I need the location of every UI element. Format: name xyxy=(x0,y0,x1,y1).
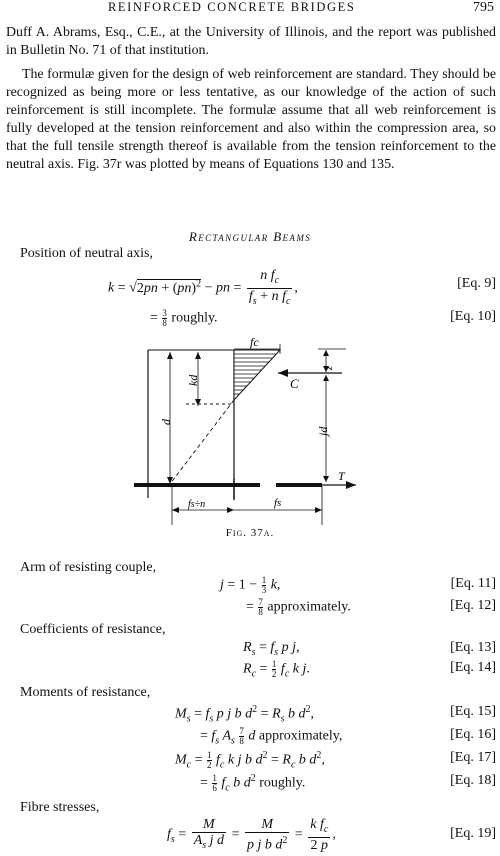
equation-13: $R_s = f_s$ p j, xyxy=(243,640,300,658)
label-T: T xyxy=(338,469,345,483)
eq-number-16: [Eq. 16] xyxy=(450,727,496,742)
beam-stress-diagram xyxy=(128,335,358,525)
word-roughly-2: roughly. xyxy=(259,775,306,791)
label-fs-over-n: fs÷n xyxy=(188,499,206,510)
steel-bar-left xyxy=(134,483,260,487)
label-moments: Moments of resistance, xyxy=(20,685,151,700)
section-title: Rectangular Beams xyxy=(188,229,312,244)
equation-11: j = 1 − $\frac{1}{3}$ k, xyxy=(220,575,281,595)
running-head xyxy=(0,0,500,18)
equation-9: k = √2pn + (pn)$^2$ − pn = $\frac{n f_c}{f_s + n f_c}$ , xyxy=(108,268,298,307)
label-d: d xyxy=(159,419,173,425)
label-z: z xyxy=(324,366,335,370)
label-fc: fc xyxy=(250,335,259,349)
equation-17: $M_c$ = $\frac{1}{2}$ $f_c$ k j b $d^2 = R_c$ b $d^2$, xyxy=(175,749,325,771)
steel-bar-right xyxy=(276,483,322,487)
label-jd: jd xyxy=(316,426,330,436)
eq-number-9: [Eq. 9] xyxy=(457,276,496,291)
word-approximately-comma: approximately, xyxy=(258,728,343,744)
running-title: REINFORCED CONCRETE BRIDGES xyxy=(108,0,356,14)
eq-number-13: [Eq. 13] xyxy=(450,640,496,655)
label-kd: kd xyxy=(186,374,200,386)
label-coefficients: Coefficients of resistance, xyxy=(20,622,166,637)
eq-number-18: [Eq. 18] xyxy=(450,773,496,788)
label-fs: fs xyxy=(274,497,282,509)
equation-16: = $f_s$ $A_s$ $\frac{7}{8}$ d approximately, xyxy=(200,726,343,747)
equation-15: $M_s = f_s$ p j b $d^2 = R_s$ b $d^2$, xyxy=(175,704,315,725)
page-number: 795 xyxy=(473,0,494,15)
label-neutral-axis: Position of neutral axis, xyxy=(20,246,153,261)
eq-number-12: [Eq. 12] xyxy=(450,598,496,613)
label-fibre: Fibre stresses, xyxy=(20,800,100,815)
eq-number-17: [Eq. 17] xyxy=(450,750,496,765)
eq-number-10: [Eq. 10] xyxy=(450,309,496,324)
equation-10: = $\frac{3}{8}$ roughly. xyxy=(150,308,218,328)
figure-caption: Fig. 37a. xyxy=(225,527,275,539)
stress-line-dashed xyxy=(170,400,234,484)
eq-number-19: [Eq. 19] xyxy=(450,826,496,841)
paragraph-continuation: Duff A. Abrams, Esq., C.E., at the University of Illinois, and the report was published in Bulletin No. 71 of that institution. xyxy=(6,25,496,58)
word-roughly: roughly. xyxy=(171,310,218,326)
word-approximately: approximately. xyxy=(267,599,351,615)
eq-number-14: [Eq. 14] xyxy=(450,660,496,675)
eq-number-11: [Eq. 11] xyxy=(450,576,496,591)
compression-triangle xyxy=(234,350,280,400)
equation-19: $f_s$ = $\frac{M}{A_s j d}$ = $\frac{M}{p j b d^2}$ = $\frac{k f_c}{2 p}$ , xyxy=(167,817,336,853)
paragraph-web-reinforcement: The formulæ given for the design of web reinforcement are standard. They should be recognized as being more or less tentative, as our knowledge of the action of such reinforcement is still incomplete. The formulæ assume that all web reinforcement is fully developed at the tension reinforcement and also within the compression area, so that the full tensile strength thereof is available from the tension reinforcement to the neutral axis. Fig. 37r was plotted by means of Equations 130 and 135. xyxy=(6,67,496,172)
equation-18: = $\frac{1}{6}$ $f_c$ b $d^2$ roughly. xyxy=(200,772,306,794)
eq-number-15: [Eq. 15] xyxy=(450,704,496,719)
equation-14: $R_c$ = $\frac{1}{2}$ $f_c$ k j. xyxy=(243,659,310,680)
label-arm: Arm of resisting couple, xyxy=(20,560,157,575)
label-C: C xyxy=(290,376,299,391)
equation-12: = $\frac{7}{8}$ approximately. xyxy=(246,597,351,617)
